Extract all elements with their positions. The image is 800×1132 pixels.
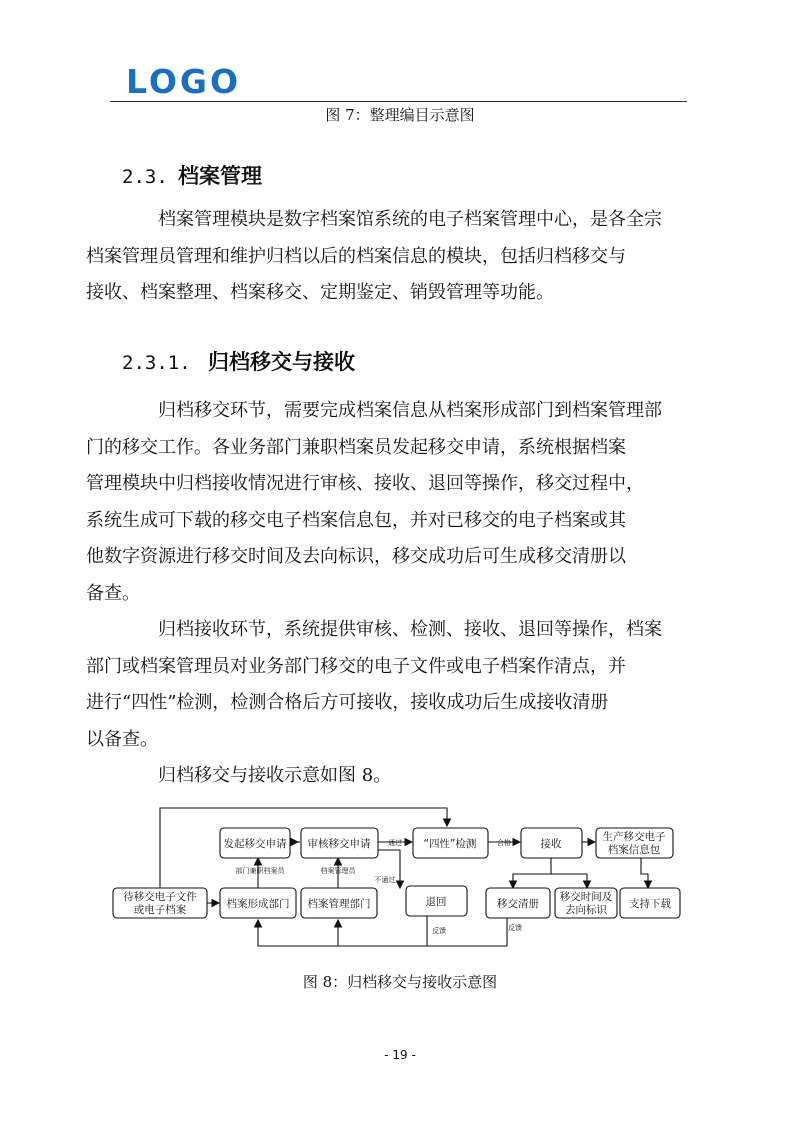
paragraph-line: 门的移交工作。各业务部门兼职档案员发起移交申请，系统根据档案 <box>86 436 626 458</box>
node-mark-line-2: 去向标识 <box>565 904 607 916</box>
paragraph-line: 档案管理员管理和维护归档以后的档案信息的模块，包括归档移交与 <box>86 245 626 267</box>
node-pending-line-1: 待移交电子文件 <box>123 891 197 903</box>
node-pending-line-2: 或电子档案 <box>133 904 187 916</box>
paragraph-line: 以备查。 <box>86 728 158 750</box>
section-paragraph <box>86 202 682 312</box>
subsection-number: 2.3.1. <box>122 352 191 374</box>
transfer-flow-diagram <box>110 800 700 960</box>
node-generate-line-2: 档案信息包 <box>607 844 661 856</box>
paragraph-line: 管理模块中归档接收情况进行审核、接收、退回等操作，移交过程中， <box>86 473 644 494</box>
paragraph-line: 归档接收环节，系统提供审核、检测、接收、退回等操作，档案 <box>158 619 662 640</box>
node-source-dept: 档案形成部门 <box>226 898 290 910</box>
node-download: 支持下载 <box>629 898 671 910</box>
paragraph-line: 档案管理模块是数字档案馆系统的电子档案管理中心，是各全宗 <box>158 209 662 230</box>
subsection-paragraph-1 <box>86 393 682 612</box>
paragraph-line: 他数字资源进行移交时间及去向标识，移交成功后可生成移交清册以 <box>86 546 626 567</box>
figure-7-caption: 图 7：整理编目示意图 <box>325 106 475 124</box>
node-review: 审核移交申请 <box>307 838 371 850</box>
node-initiate: 发起移交申请 <box>223 838 287 850</box>
subsection-heading <box>122 346 355 376</box>
subsection-paragraph-3 <box>122 758 682 795</box>
paragraph-line: 接收、档案整理、档案移交、定期鉴定、销毁管理等功能。 <box>86 282 554 303</box>
node-return: 退回 <box>425 896 447 908</box>
subsection-paragraph-2 <box>86 612 682 758</box>
subsection-title: 归档移交与接收 <box>208 350 355 374</box>
label-archive-admin: 档案管理员 <box>320 867 356 875</box>
node-transfer-list: 移交清册 <box>497 898 539 910</box>
paragraph-line: 部门或档案管理员对业务部门移交的电子文件或电子档案作清点，并 <box>86 655 626 677</box>
header-divider <box>110 101 687 102</box>
paragraph-line: 归档移交环节，需要完成档案信息从档案形成部门到档案管理部 <box>158 400 662 421</box>
logo: LOGO <box>126 62 242 101</box>
label-part-time-archivist: 部门兼职档案员 <box>235 867 285 875</box>
label-feedback-right: 反馈 <box>508 924 522 932</box>
figure-8-caption: 图 8：归档移交与接收示意图 <box>302 973 498 991</box>
node-admin: 档案管理部门 <box>307 898 371 910</box>
paragraph-line: 进行“四性”检测，检测合格后方可接收，接收成功后生成接收清册 <box>86 692 609 713</box>
label-qualified: 合格 <box>497 839 511 847</box>
node-mark-line-1: 移交时间及 <box>559 891 613 903</box>
page-number: - 19 - <box>384 1048 416 1062</box>
section-heading <box>122 160 262 190</box>
section-title: 档案管理 <box>178 164 262 188</box>
paragraph-line: 系统生成可下载的移交电子档案信息包，并对已移交的电子档案或其 <box>86 509 626 531</box>
label-not-pass: 不通过 <box>374 876 396 884</box>
paragraph-line: 归档移交与接收示意如图 8。 <box>158 765 392 786</box>
paragraph-line: 备查。 <box>86 582 140 604</box>
node-generate-line-1: 生产移交电子 <box>602 831 666 843</box>
section-number: 2.3. <box>122 166 168 188</box>
label-feedback-left: 反馈 <box>432 927 446 935</box>
node-receive: 接收 <box>540 838 562 850</box>
label-pass: 通过 <box>388 839 402 847</box>
node-check: “四性”检测 <box>423 838 477 850</box>
